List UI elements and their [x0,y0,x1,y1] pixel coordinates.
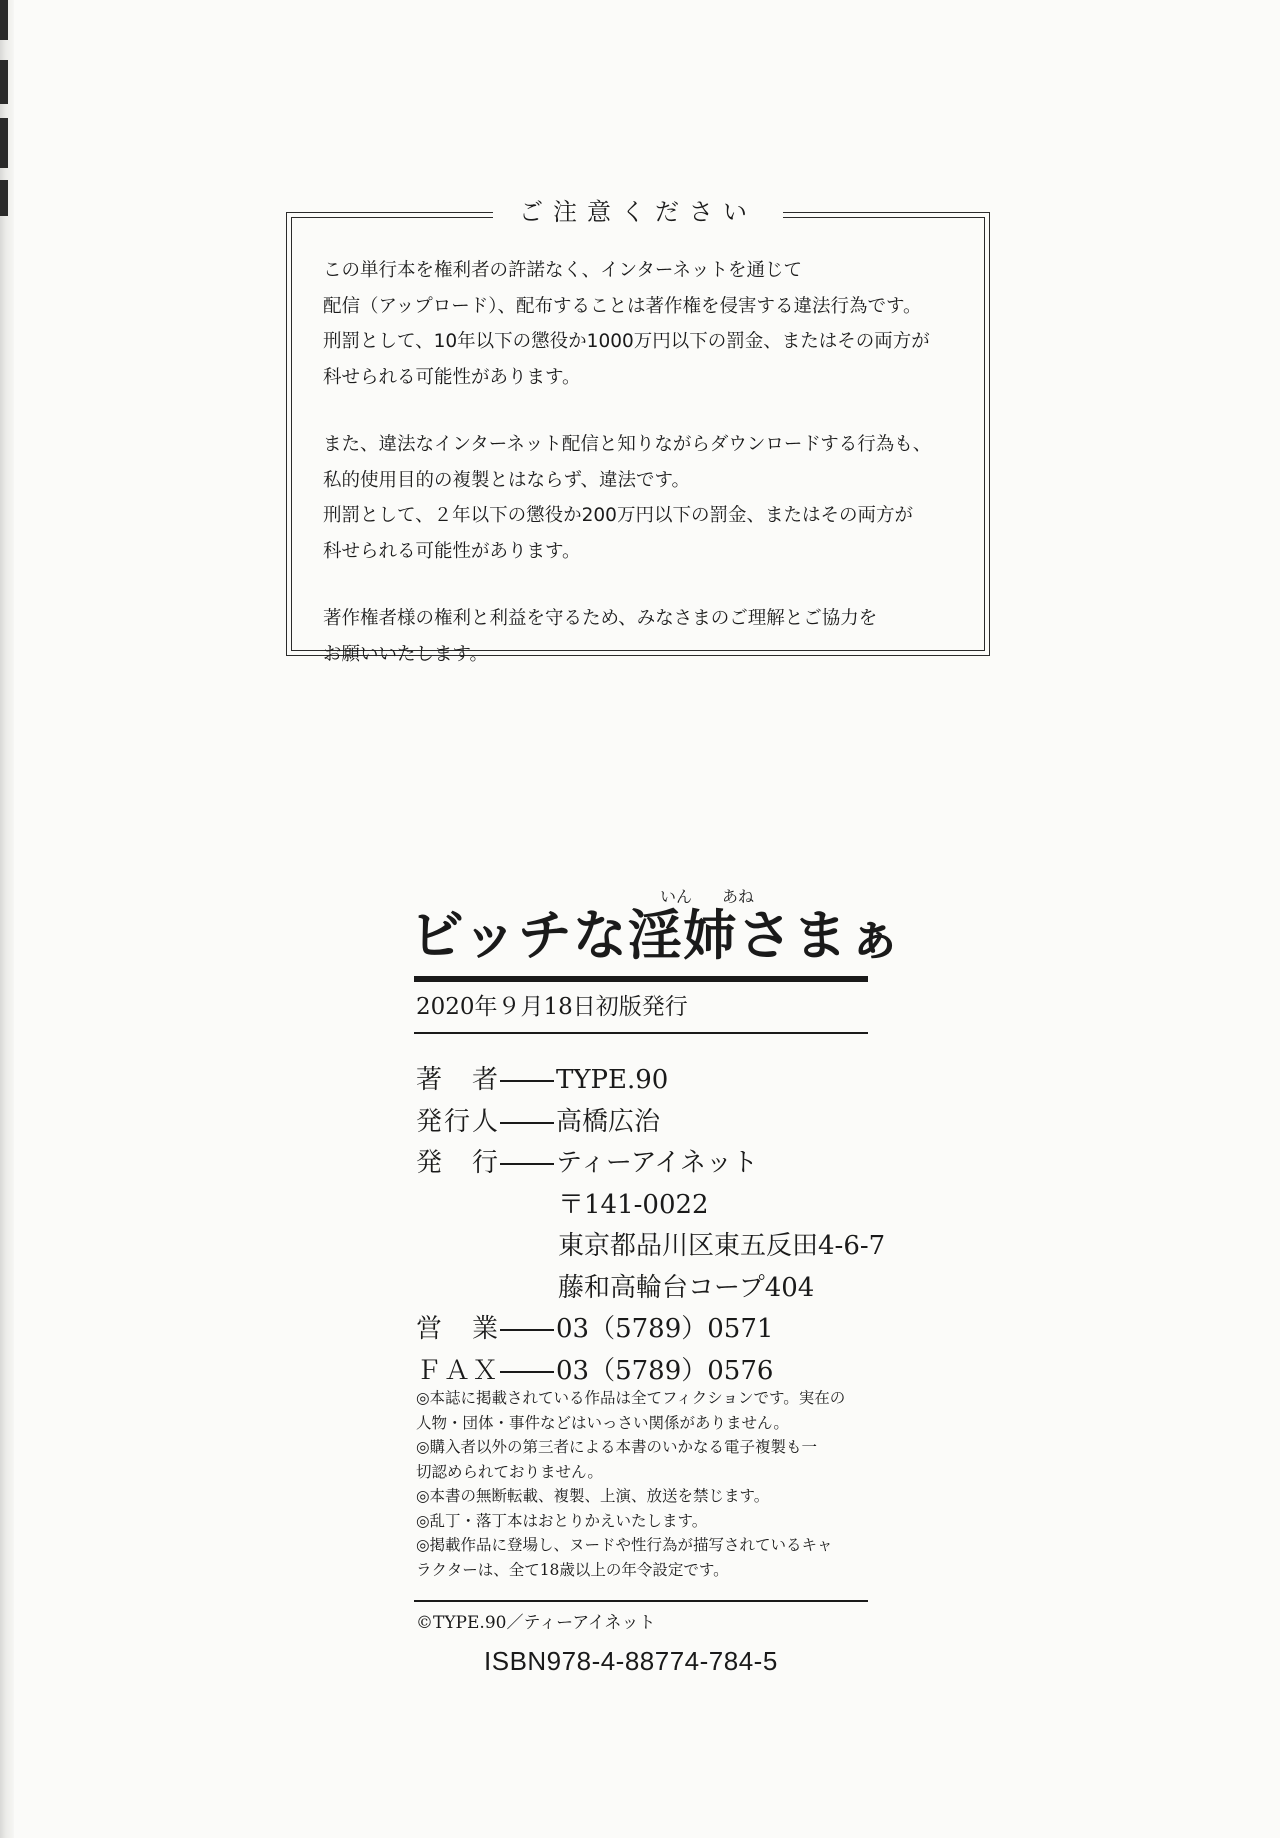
sales-label: 営業 [416,1314,498,1344]
author-name: TYPE.90 [556,1065,669,1095]
notice-line: 私的使用目的の複製とはならず、違法です。 [323,469,691,491]
issuer-name: 高橋広治 [556,1106,661,1137]
title-rule [414,976,868,982]
book-title-block [410,884,903,972]
note-line: ラクターは、全て18歳以上の年令設定です。 [416,1560,729,1579]
notice-title: ご注意ください [493,197,783,227]
publisher-address-1: 東京都品川区東五反田4-6-7 [558,1231,886,1261]
isbn: ISBN978-4-88774-784-5 [484,1646,778,1676]
note-line: ◎購入者以外の第三者による本書のいかなる電子複製も一 [416,1438,818,1456]
notice-line: 配信（アップロード）、配布することは著作権を侵害する違法行為です。 [323,295,922,317]
copyright-line: ©TYPE.90／ティーアイネット [416,1613,656,1633]
legal-notes [416,1386,886,1582]
notice-line: 著作権者様の権利と利益を守るため、みなさまのご理解とご協力を [323,608,878,629]
notes-rule [414,1600,868,1602]
fax-label: ＦＡＸ [416,1355,498,1386]
publisher-address-2: 藤和高輪台コープ404 [558,1272,815,1303]
title-kanji-ane: 姉 [682,904,738,967]
notice-line: 刑罰として、10年以下の懲役か1000万円以下の罰金、またはその両方が [323,331,930,352]
credit-row-publisher [416,1143,876,1185]
leader-dash [500,1122,554,1124]
note-line: ◎本書の無断転載、複製、上演、放送を禁じます。 [416,1487,770,1505]
author-label: 著者 [416,1065,498,1095]
title-suffix: さまぁ [737,904,903,967]
publisher-label: 発行 [416,1148,498,1178]
credits-list [416,1060,886,1392]
note-line: ◎本誌に掲載されている作品は全てフィクションです。実在の [416,1389,846,1407]
leader-dash [500,1371,554,1373]
leader-dash [500,1080,554,1082]
credit-row-sales [416,1309,876,1351]
ruby-in: いん [660,887,693,906]
date-rule [414,1032,868,1034]
credit-row-author [416,1060,876,1102]
leader-dash [500,1329,554,1331]
notice-line: 科せられる可能性があります。 [323,366,581,388]
notice-line: この単行本を権利者の許諾なく、インターネットを通じて [323,260,802,281]
copyright-notice-box [286,198,990,665]
fax-number: 03（5789）0576 [556,1355,774,1386]
notice-line: また、違法なインターネット配信と知りながらダウンロードする行為も、 [323,434,932,455]
note-line: ◎掲載作品に登場し、ヌードや性行為が描写されているキャ [416,1536,833,1554]
ruby-ane: あね [722,887,755,906]
notice-line: お願いいたします。 [323,643,489,665]
issuer-label: 発行人 [416,1106,498,1137]
notice-body [323,253,973,704]
notice-paragraph [323,427,973,569]
notice-paragraph [323,253,973,395]
notice-line: 刑罰として、２年以下の懲役か200万円以下の罰金、またはその両方が [323,505,913,526]
credit-row-issuer [416,1102,876,1144]
publisher-name: ティーアイネット [556,1148,759,1178]
note-line: 切認められておりません。 [416,1462,603,1481]
publisher-postal: 〒141-0022 [558,1189,709,1220]
publication-date: 2020年９月18日初版発行 [416,994,688,1020]
title-kanji-in: 淫 [627,904,683,967]
note-line: 人物・団体・事件などはいっさい関係がありません。 [416,1413,789,1432]
binding-edge-marks [0,0,10,1838]
notice-paragraph [323,601,973,672]
note-line: ◎乱丁・落丁本はおとりかえいたします。 [416,1511,708,1530]
notice-line: 科せられる可能性があります。 [323,540,581,562]
leader-dash [500,1163,554,1165]
title-prefix: ビッチな [410,904,628,967]
book-title [410,904,903,968]
sales-phone: 03（5789）0571 [556,1314,774,1344]
